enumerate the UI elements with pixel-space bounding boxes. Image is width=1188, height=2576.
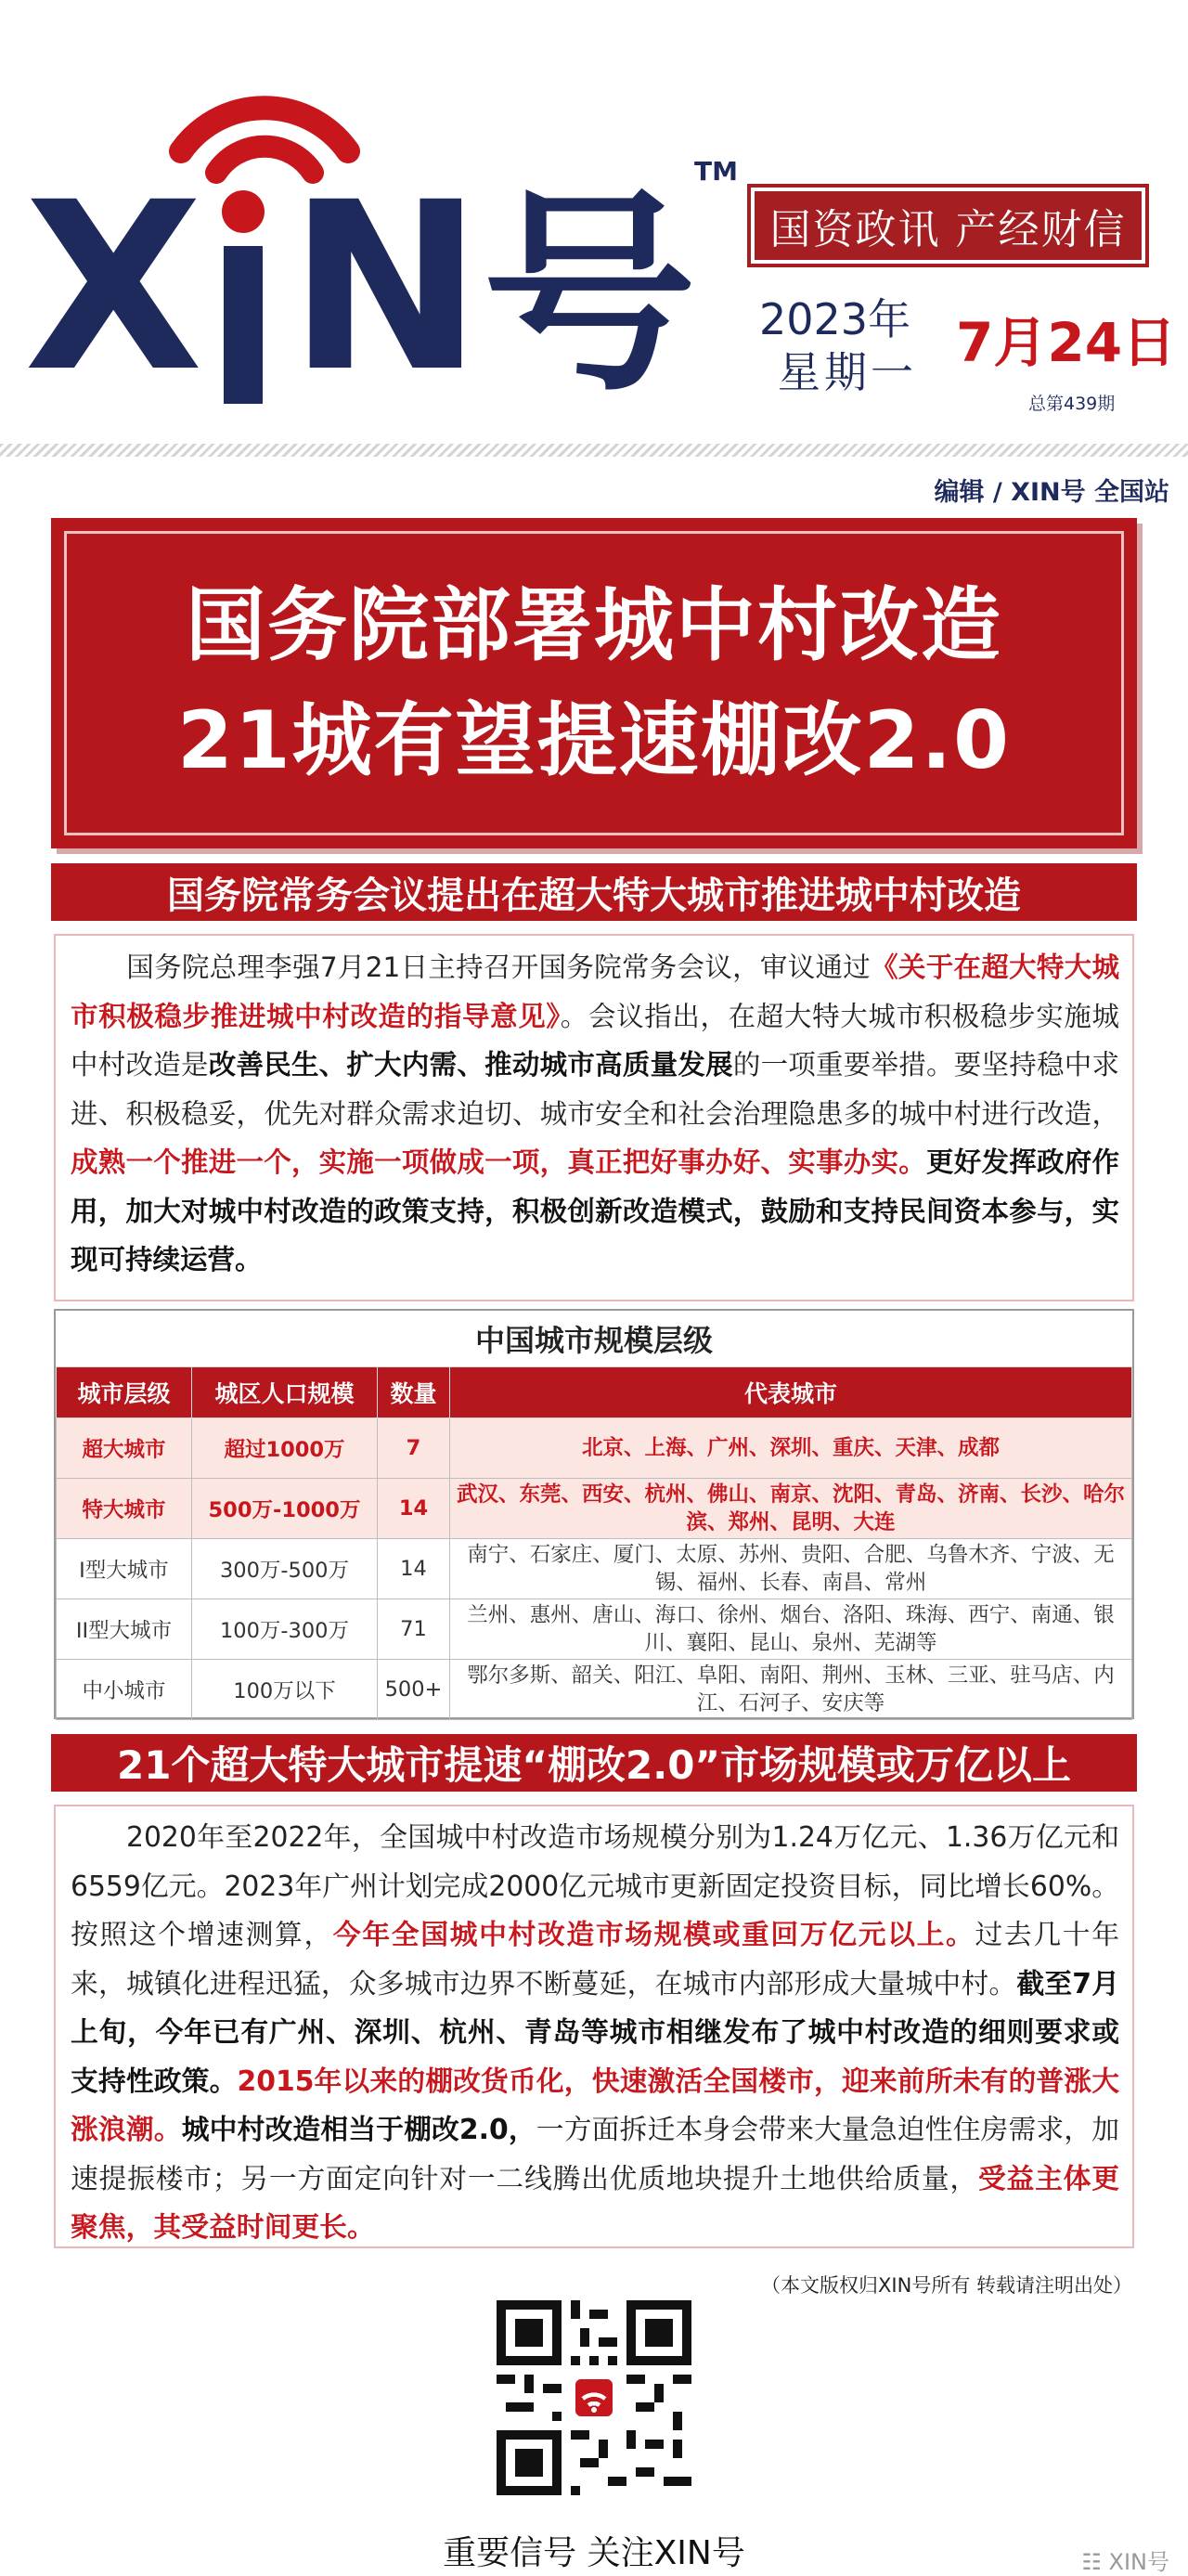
headline-line-1: 国务院部署城中村改造 — [186, 579, 1002, 672]
logo — [24, 152, 691, 422]
section-1-title: 国务院常务会议提出在超大特大城市推进城中村改造 — [51, 863, 1137, 921]
s2-red-1: 今年全国城中村改造市场规模或重回万亿元以上。 — [332, 1919, 975, 1951]
cell-tier: I型大城市 — [57, 1539, 192, 1599]
issue-number: 总第439期 — [1028, 394, 1116, 414]
logo-i-dot — [222, 190, 265, 233]
headline-line-2: 21城有望提速棚改2.0 — [176, 694, 1012, 787]
s2-text-1: 2020年至2022年，全国城中村改造市场规模分别为1.24万亿元、1.36万亿元和6559亿元。2023年广州计划完成2000亿元城市更新固定投资目标，同比增长60%。按照这个增速测算， — [71, 1821, 1119, 1951]
cell-cities: 鄂尔多斯、韶关、阳江、阜阳、南阳、荆州、玉林、三亚、驻马店、内江、石河子、安庆等 — [450, 1660, 1132, 1720]
cell-cities: 兰州、惠州、唐山、海口、徐州、烟台、洛阳、珠海、西宁、南通、银川、襄阳、昆山、泉州、芜湖等 — [450, 1599, 1132, 1660]
s1-bold-2: 更好发挥政府作用，加大对城中村改造的政策支持，积极创新改造模式，鼓励和支持民间资本参与，实现可持续运营。 — [71, 1146, 1119, 1275]
s2-red-3: 受益主体更聚焦，其受益时间更长。 — [71, 2162, 1120, 2244]
cell-cities: 南宁、石家庄、厦门、太原、苏州、贵阳、合肥、乌鲁木齐、宁波、无锡、福州、长春、南昌、常州 — [450, 1539, 1132, 1599]
s2-text-3: 一方面拆迁本身会带来大量急迫性住房需求，加速提振楼市；另一方面定向针对一二线腾出优质地块提升土地供给质量， — [71, 2114, 1120, 2195]
s1-text-1: 国务院总理李强7月21日主持召开国务院常务会议，审议通过 — [126, 951, 872, 983]
table-header-row — [57, 1367, 1132, 1418]
s2-red-2: 2015年以来的棚改货币化，快速激活全国楼市，迎来前所未有的普涨大涨浪潮。 — [71, 2065, 1119, 2146]
logo-i-stem — [224, 246, 263, 404]
table-row — [57, 1660, 1132, 1720]
col-header-cities: 代表城市 — [450, 1367, 1132, 1418]
s1-document-title: 《关于在超大特大城市积极稳步推进城中村改造的指导意见》 — [71, 951, 1119, 1032]
cell-population: 300万-500万 — [192, 1539, 378, 1599]
cell-population: 100万-300万 — [192, 1599, 378, 1660]
col-header-count: 数量 — [378, 1367, 450, 1418]
table-row — [57, 1539, 1132, 1599]
s2-text-2: 过去几十年来，城镇化进程迅猛，众多城市边界不断蔓延，在城市内部形成大量城中村。 — [71, 1919, 1120, 2000]
watermark — [1081, 2544, 1169, 2576]
issue-date: 7月24日 — [956, 311, 1177, 374]
city-scale-table — [54, 1309, 1134, 1719]
logo-letter-x: X — [24, 152, 198, 422]
cell-tier: 特大城市 — [57, 1479, 192, 1539]
cell-count: 14 — [378, 1539, 450, 1599]
masthead — [0, 0, 1188, 436]
col-header-population: 城区人口规模 — [192, 1367, 378, 1418]
logo-letter-hao: 号 — [482, 173, 691, 421]
qr-caption: 重要信号 关注XIN号 — [443, 2534, 745, 2572]
slogan-banner: 国资政讯 产经财信 — [747, 184, 1149, 267]
copyright-note: （本文版权归XIN号所有 转载请注明出处） — [761, 2274, 1132, 2297]
s2-bold-2: 城中村改造相当于棚改2.0， — [181, 2114, 536, 2146]
table-title: 中国城市规模层级 — [474, 1323, 713, 1358]
section-1-article — [54, 934, 1134, 1301]
cell-tier: 超大城市 — [57, 1418, 192, 1479]
table-row — [57, 1418, 1132, 1479]
cell-count: 14 — [378, 1479, 450, 1539]
logo-letter-i — [211, 181, 276, 404]
cell-population: 500万-1000万 — [192, 1479, 378, 1539]
issue-year: 2023年 — [759, 294, 911, 344]
section-2-title: 21个超大特大城市提速“棚改2.0”市场规模或万亿以上 — [51, 1734, 1137, 1792]
cell-tier: 中小城市 — [57, 1660, 192, 1720]
headline-box — [51, 518, 1137, 848]
table-row — [57, 1599, 1132, 1660]
section-2-article — [54, 1805, 1134, 2248]
s2-bold-1: 截至7月上旬，今年已有广州、深圳、杭州、青岛等城市相继发布了城中村改造的细则要求或支持性政策。 — [71, 1967, 1120, 2098]
cell-count: 71 — [378, 1599, 450, 1660]
cell-count: 500+ — [378, 1660, 450, 1720]
masthead-divider — [0, 444, 1188, 457]
table-grid — [56, 1366, 1132, 1720]
s1-bold-1: 改善民生、扩大内需、推动城市高质量发展 — [208, 1049, 733, 1081]
issue-weekday: 星期一 — [778, 347, 917, 397]
col-header-tier: 城市层级 — [57, 1367, 192, 1418]
trademark-mark: TM — [694, 156, 738, 187]
headline-frame — [64, 531, 1124, 835]
editor-credit: 编辑 / XIN号 全国站 — [934, 478, 1169, 507]
watermark-text: XIN号 — [1108, 2549, 1169, 2575]
s1-red-1: 成熟一个推进一个，实施一项做成一项，真正把好事办好、实事办实。 — [71, 1146, 927, 1178]
cell-population: 100万以下 — [192, 1660, 378, 1720]
s1-text-3: 的一项重要举措。要坚持稳中求进、积极稳妥，优先对群众需求迫切、城市安全和社会治理隐患多的城中村进行改造， — [71, 1049, 1119, 1130]
cell-count: 7 — [378, 1418, 450, 1479]
table-row — [57, 1479, 1132, 1539]
cell-cities: 北京、上海、广州、深圳、重庆、天津、成都 — [450, 1418, 1132, 1479]
s1-text-2: 。会议指出，在超大特大城市积极稳步实施城中村改造是 — [71, 1000, 1119, 1081]
logo-letter-n: N — [288, 152, 477, 422]
cell-population: 超过1000万 — [192, 1418, 378, 1479]
wechat-icon: ☷ — [1081, 2549, 1102, 2575]
cell-tier: II型大城市 — [57, 1599, 192, 1660]
qr-code[interactable] — [497, 2300, 691, 2495]
cell-cities: 武汉、东莞、西安、杭州、佛山、南京、沈阳、青岛、济南、长沙、哈尔滨、郑州、昆明、大连 — [450, 1479, 1132, 1539]
